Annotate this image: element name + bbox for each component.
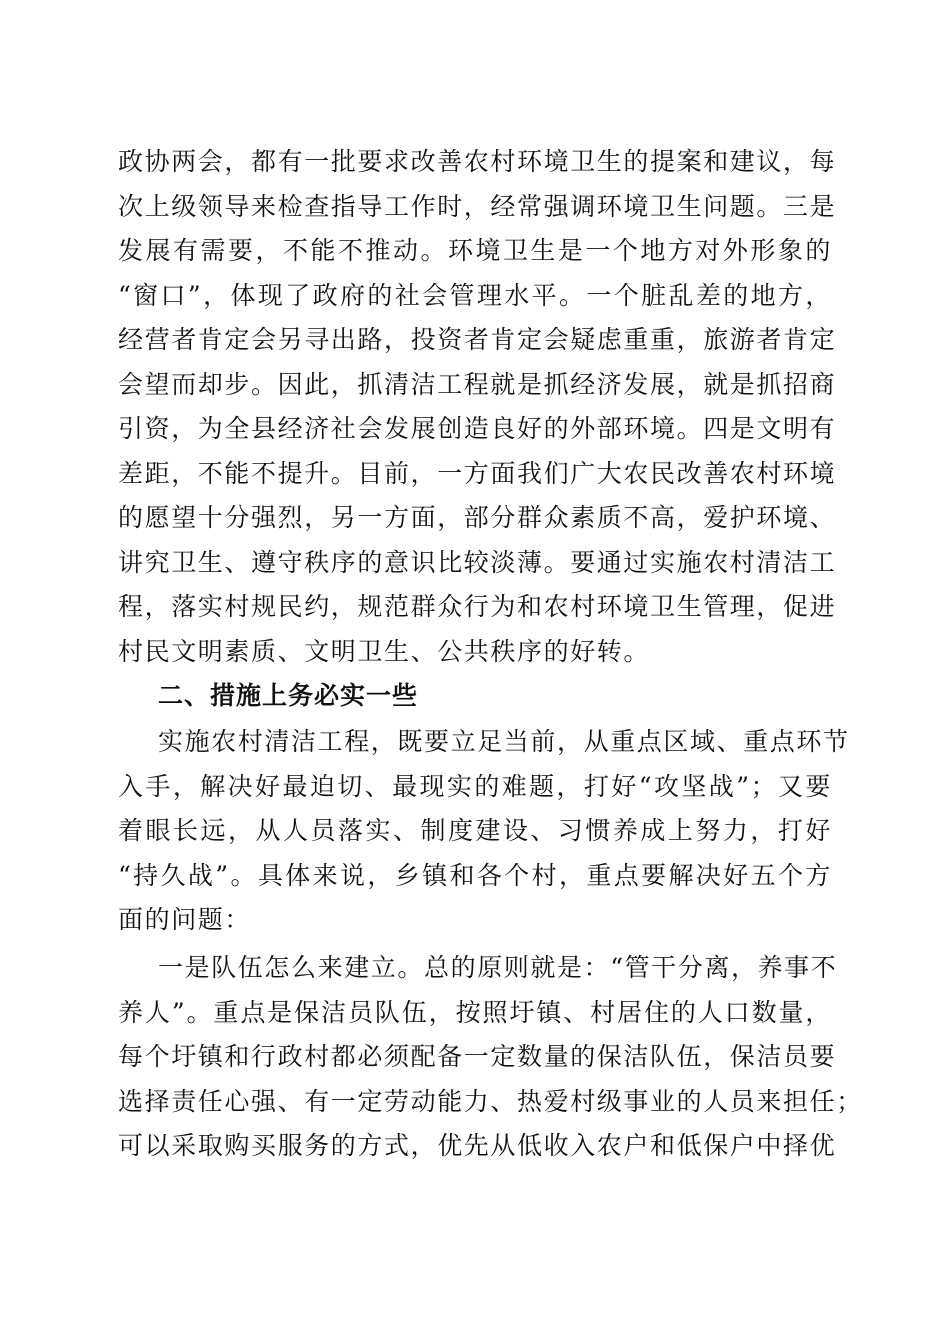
- section-heading-measures: [118, 674, 832, 719]
- text-line: 村民文明素质、文明卫生、公共秩序的好转。: [118, 636, 651, 666]
- text-line: 引资，为全县经济社会发展创造良好的外部环境。四是文明有: [118, 414, 837, 443]
- text-line: 选择责任心强、有一定劳动能力、热爱村级事业的人员来担任；: [118, 1086, 863, 1116]
- text-line: 会望而却步。因此，抓清洁工程就是抓经济发展，就是抓招商: [118, 369, 837, 399]
- paragraph-measures-intro: [118, 720, 850, 943]
- text-line: 每个圩镇和行政村都必须配备一定数量的保洁队伍，保洁员要: [118, 1042, 837, 1071]
- text-line: 养人”。重点是保洁员队伍，按照圩镇、村居住的人口数量，: [118, 997, 832, 1027]
- text-line: 面的问题：: [118, 905, 252, 934]
- text-line: “窗口”，体现了政府的社会管理水平。一个脏乱差的地方，: [118, 280, 832, 310]
- text-line: 可以采取购买服务的方式，优先从低收入农户和低保户中择优: [118, 1131, 837, 1160]
- text-line: 经营者肯定会另寻出路，投资者肯定会疑虑重重，旅游者肯定: [118, 325, 837, 354]
- text-line: 一是队伍怎么来建立。总的原则就是：“管干分离，养事不: [158, 953, 838, 982]
- section-heading-title: 二、措施上务必实一些: [158, 681, 419, 710]
- text-line: 实施农村清洁工程，既要立足当前，从重点区域、重点环节: [158, 727, 850, 756]
- text-line: “持久战”。具体来说，乡镇和各个村，重点要解决好五个方: [118, 860, 832, 890]
- text-line: 政协两会，都有一批要求改善农村环境卫生的提案和建议，每: [118, 147, 837, 176]
- text-line: 的愿望十分强烈，另一方面，部分群众素质不高，爱护环境、: [118, 503, 837, 532]
- text-line: 着眼长远，从人员落实、制度建设、习惯养成上努力，打好: [118, 816, 832, 845]
- text-line: 讲究卫生、遵守秩序的意识比较淡薄。要通过实施农村清洁工: [118, 547, 837, 577]
- text-line: 程，落实村规民约，规范群众行为和农村环境卫生管理，促进: [118, 592, 837, 621]
- text-line: 入手，解决好最迫切、最现实的难题，打好“攻坚战”；又要: [118, 771, 832, 801]
- paragraph-team-building: [118, 946, 863, 1169]
- text-line: 发展有需要，不能不推动。环境卫生是一个地方对外形象的: [118, 236, 832, 265]
- text-line: 次上级领导来检查指导工作时，经常强调环境卫生问题。三是: [118, 191, 837, 221]
- text-line: 差距，不能不提升。目前，一方面我们广大农民改善农村环境: [118, 458, 837, 488]
- paragraph-environment-necessity: [118, 140, 837, 674]
